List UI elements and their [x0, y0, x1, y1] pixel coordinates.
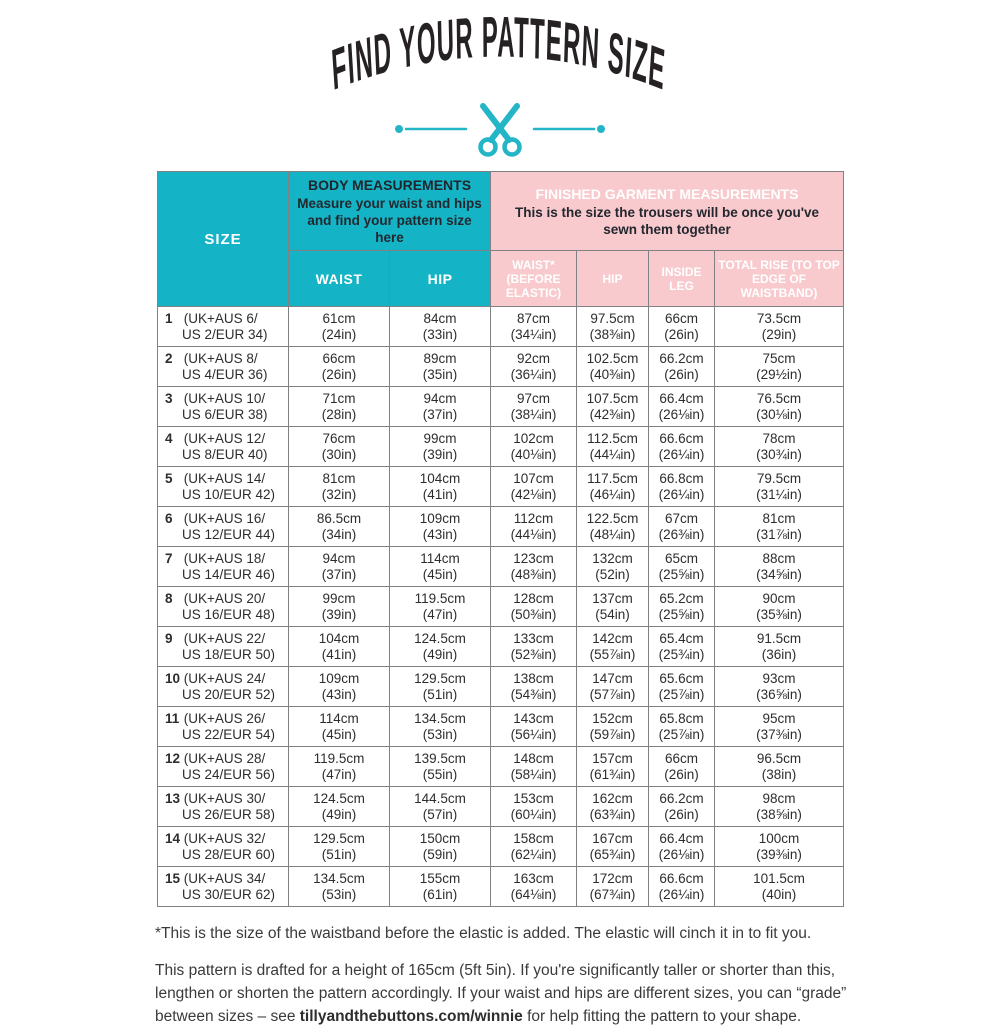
table-row: [158, 707, 844, 747]
column-header-garment-hip: HIP: [577, 251, 649, 307]
group-header-body-measurements: [289, 172, 491, 251]
divider-dot-left: [395, 125, 403, 133]
cell-garment-hip: 167cm (65¾in): [577, 827, 649, 867]
size-number: 9: [165, 630, 173, 646]
cell-garment-hip: 97.5cm (38⅜in): [577, 307, 649, 347]
page-title: [0, 8, 1000, 103]
table-row: [158, 827, 844, 867]
size-label-cell: [158, 387, 289, 427]
size-number: 3: [165, 390, 173, 406]
notes-section: [155, 923, 895, 1028]
cell-body-waist: 86.5cm (34in): [289, 507, 390, 547]
cell-garment-waist: 148cm (58¼in): [491, 747, 577, 787]
cell-body-waist: 124.5cm (49in): [289, 787, 390, 827]
cell-garment-waist: 153cm (60¼in): [491, 787, 577, 827]
table-row: [158, 667, 844, 707]
cell-garment-waist: 123cm (48⅜in): [491, 547, 577, 587]
cell-body-hip: 109cm (43in): [390, 507, 491, 547]
column-header-garment-waist: WAIST* (BEFORE ELASTIC): [491, 251, 577, 307]
cell-total-rise: 93cm (36⅝in): [715, 667, 844, 707]
size-label-cell: [158, 587, 289, 627]
fitting-note: [155, 959, 895, 1028]
cell-total-rise: 88cm (34⅝in): [715, 547, 844, 587]
table-row: [158, 507, 844, 547]
table-row: [158, 307, 844, 347]
cell-garment-waist: 107cm (42⅛in): [491, 467, 577, 507]
cell-garment-hip: 112.5cm (44¼in): [577, 427, 649, 467]
size-intl-line1: (UK+AUS 10/: [183, 390, 266, 406]
cell-body-hip: 119.5cm (47in): [390, 587, 491, 627]
cell-inside-leg: 66.2cm (26in): [649, 787, 715, 827]
cell-body-hip: 144.5cm (57in): [390, 787, 491, 827]
cell-body-hip: 155cm (61in): [390, 867, 491, 907]
size-intl-line1: (UK+AUS 28/: [183, 750, 266, 766]
cell-body-waist: 109cm (43in): [289, 667, 390, 707]
size-label-cell: [158, 867, 289, 907]
size-label-cell: [158, 747, 289, 787]
pattern-size-sheet: [0, 8, 1000, 1025]
column-header-size: SIZE: [158, 172, 289, 307]
cell-total-rise: 95cm (37⅜in): [715, 707, 844, 747]
size-intl-line2: US 6/EUR 38): [182, 406, 268, 422]
cell-garment-hip: 102.5cm (40⅜in): [577, 347, 649, 387]
size-intl-line2: US 2/EUR 34): [182, 326, 268, 342]
scissors-divider: [392, 103, 608, 157]
waistband-footnote: *This is the size of the waistband before the elastic is added. The elastic will cinch it in to fit you.: [155, 925, 812, 942]
size-intl-line1: (UK+AUS 6/: [183, 310, 258, 326]
cell-body-hip: 114cm (45in): [390, 547, 491, 587]
column-header-body-waist: WAIST: [289, 251, 390, 307]
table-row: [158, 347, 844, 387]
size-number: 4: [165, 430, 173, 446]
size-intl-line2: US 20/EUR 52): [182, 686, 276, 702]
body-measurements-subtitle: Measure your waist and hips and find your pattern size here: [297, 196, 482, 245]
cell-garment-hip: 122.5cm (48¼in): [577, 507, 649, 547]
table-row: [158, 427, 844, 467]
cell-body-hip: 89cm (35in): [390, 347, 491, 387]
cell-garment-waist: 112cm (44⅛in): [491, 507, 577, 547]
finished-garment-subtitle: This is the size the trousers will be once you've sewn them together: [514, 204, 820, 237]
size-intl-line2: US 18/EUR 50): [182, 646, 276, 662]
size-intl-line2: US 12/EUR 44): [182, 526, 276, 542]
body-measurements-title: BODY MEASUREMENTS: [307, 177, 472, 193]
cell-body-waist: 71cm (28in): [289, 387, 390, 427]
size-number: 2: [165, 350, 173, 366]
cell-body-waist: 94cm (37in): [289, 547, 390, 587]
cell-body-waist: 76cm (30in): [289, 427, 390, 467]
cell-body-hip: 150cm (59in): [390, 827, 491, 867]
size-label-cell: [158, 627, 289, 667]
cell-garment-waist: 143cm (56¼in): [491, 707, 577, 747]
size-intl-line1: (UK+AUS 12/: [183, 430, 266, 446]
size-table-body: [158, 307, 844, 907]
cell-body-waist: 134.5cm (53in): [289, 867, 390, 907]
cell-body-hip: 94cm (37in): [390, 387, 491, 427]
cell-inside-leg: 66.2cm (26in): [649, 347, 715, 387]
size-intl-line2: US 10/EUR 42): [182, 486, 276, 502]
cell-total-rise: 100cm (39⅜in): [715, 827, 844, 867]
size-label-cell: [158, 667, 289, 707]
size-label-cell: [158, 347, 289, 387]
size-intl-line2: US 16/EUR 48): [182, 606, 276, 622]
fitting-note-post: for help fitting the pattern to your shape.: [522, 1008, 802, 1025]
cell-inside-leg: 65.6cm (25⅞in): [649, 667, 715, 707]
cell-body-waist: 66cm (26in): [289, 347, 390, 387]
cell-body-waist: 129.5cm (51in): [289, 827, 390, 867]
cell-total-rise: 98cm (38⅝in): [715, 787, 844, 827]
cell-garment-waist: 92cm (36¼in): [491, 347, 577, 387]
table-row: [158, 867, 844, 907]
cell-inside-leg: 65.8cm (25⅞in): [649, 707, 715, 747]
column-header-inside-leg: INSIDE LEG: [649, 251, 715, 307]
cell-garment-waist: 87cm (34¼in): [491, 307, 577, 347]
size-label-cell: [158, 547, 289, 587]
cell-garment-hip: 142cm (55⅞in): [577, 627, 649, 667]
website-link: tillyandthebuttons.com/winnie: [299, 1008, 523, 1025]
cell-total-rise: 90cm (35⅜in): [715, 587, 844, 627]
cell-body-waist: 81cm (32in): [289, 467, 390, 507]
cell-garment-hip: 132cm (52in): [577, 547, 649, 587]
cell-body-waist: 104cm (41in): [289, 627, 390, 667]
cell-body-hip: 124.5cm (49in): [390, 627, 491, 667]
fitting-note-pre: This pattern is drafted for a height of 165cm (5ft 5in). If you're significantly taller or shorter than this, lengthen or shorten the pattern accordingly. If your waist and hips are different sizes, you can “grade” between sizes – see: [155, 962, 847, 1025]
size-intl-line2: US 28/EUR 60): [182, 846, 276, 862]
size-number: 1: [165, 310, 173, 326]
table-row: [158, 587, 844, 627]
cell-garment-hip: 157cm (61¾in): [577, 747, 649, 787]
table-row: [158, 547, 844, 587]
cell-garment-hip: 152cm (59⅞in): [577, 707, 649, 747]
cell-garment-hip: 147cm (57⅞in): [577, 667, 649, 707]
table-row: [158, 747, 844, 787]
column-header-total-rise: TOTAL RISE (TO TOP EDGE OF WAISTBAND): [715, 251, 844, 307]
size-number: 10: [165, 670, 181, 686]
size-number: 11: [165, 710, 180, 726]
size-intl-line1: (UK+AUS 24/: [183, 670, 266, 686]
cell-body-waist: 119.5cm (47in): [289, 747, 390, 787]
size-intl-line2: US 22/EUR 54): [182, 726, 276, 742]
cell-body-hip: 134.5cm (53in): [390, 707, 491, 747]
size-intl-line1: (UK+AUS 32/: [183, 830, 266, 846]
cell-total-rise: 78cm (30¾in): [715, 427, 844, 467]
cell-total-rise: 96.5cm (38in): [715, 747, 844, 787]
cell-inside-leg: 66.8cm (26¼in): [649, 467, 715, 507]
cell-total-rise: 101.5cm (40in): [715, 867, 844, 907]
size-table: [157, 171, 844, 907]
cell-total-rise: 81cm (31⅞in): [715, 507, 844, 547]
size-label-cell: [158, 307, 289, 347]
cell-inside-leg: 66.4cm (26⅛in): [649, 387, 715, 427]
size-intl-line2: US 4/EUR 36): [182, 366, 268, 382]
cell-garment-hip: 137cm (54in): [577, 587, 649, 627]
cell-body-waist: 99cm (39in): [289, 587, 390, 627]
cell-body-hip: 104cm (41in): [390, 467, 491, 507]
cell-garment-waist: 102cm (40⅛in): [491, 427, 577, 467]
cell-garment-waist: 133cm (52⅜in): [491, 627, 577, 667]
size-intl-line1: (UK+AUS 20/: [183, 590, 266, 606]
cell-body-waist: 61cm (24in): [289, 307, 390, 347]
size-intl-line1: (UK+AUS 18/: [183, 550, 266, 566]
cell-total-rise: 73.5cm (29in): [715, 307, 844, 347]
size-number: 8: [165, 590, 173, 606]
page-title-text: FIND YOUR PATTERN SIZE: [329, 8, 668, 103]
cell-inside-leg: 65.2cm (25⅝in): [649, 587, 715, 627]
cell-garment-hip: 172cm (67¾in): [577, 867, 649, 907]
cell-garment-waist: 138cm (54⅜in): [491, 667, 577, 707]
cell-inside-leg: 67cm (26⅜in): [649, 507, 715, 547]
size-number: 14: [165, 830, 181, 846]
size-intl-line1: (UK+AUS 22/: [183, 630, 266, 646]
scissors-icon: [481, 106, 520, 155]
cell-garment-hip: 107.5cm (42⅜in): [577, 387, 649, 427]
cell-inside-leg: 66cm (26in): [649, 747, 715, 787]
finished-garment-title: FINISHED GARMENT MEASUREMENTS: [535, 185, 799, 202]
size-number: 7: [165, 550, 173, 566]
divider-dot-right: [597, 125, 605, 133]
size-label-cell: [158, 787, 289, 827]
cell-total-rise: 75cm (29½in): [715, 347, 844, 387]
cell-inside-leg: 66.6cm (26¼in): [649, 867, 715, 907]
cell-body-hip: 84cm (33in): [390, 307, 491, 347]
cell-garment-waist: 128cm (50⅜in): [491, 587, 577, 627]
size-intl-line2: US 8/EUR 40): [182, 446, 268, 462]
cell-inside-leg: 66.6cm (26¼in): [649, 427, 715, 467]
cell-total-rise: 76.5cm (30⅛in): [715, 387, 844, 427]
size-label-cell: [158, 467, 289, 507]
size-intl-line2: US 30/EUR 62): [182, 886, 276, 902]
cell-inside-leg: 66cm (26in): [649, 307, 715, 347]
cell-inside-leg: 65.4cm (25¾in): [649, 627, 715, 667]
column-header-body-hip: HIP: [390, 251, 491, 307]
cell-garment-waist: 163cm (64⅛in): [491, 867, 577, 907]
cell-body-waist: 114cm (45in): [289, 707, 390, 747]
size-intl-line1: (UK+AUS 14/: [183, 470, 266, 486]
size-intl-line1: (UK+AUS 8/: [183, 350, 258, 366]
table-row: [158, 387, 844, 427]
size-number: 5: [165, 470, 173, 486]
cell-garment-hip: 162cm (63¾in): [577, 787, 649, 827]
size-intl-line1: (UK+AUS 16/: [183, 510, 266, 526]
table-row: [158, 467, 844, 507]
table-row: [158, 787, 844, 827]
cell-body-hip: 139.5cm (55in): [390, 747, 491, 787]
cell-body-hip: 99cm (39in): [390, 427, 491, 467]
size-label-cell: [158, 827, 289, 867]
size-intl-line2: US 26/EUR 58): [182, 806, 276, 822]
size-label-cell: [158, 507, 289, 547]
cell-total-rise: 91.5cm (36in): [715, 627, 844, 667]
size-number: 13: [165, 790, 181, 806]
size-intl-line2: US 24/EUR 56): [182, 766, 276, 782]
size-number: 15: [165, 870, 181, 886]
cell-body-hip: 129.5cm (51in): [390, 667, 491, 707]
table-row: [158, 627, 844, 667]
size-label-cell: [158, 427, 289, 467]
size-number: 12: [165, 750, 181, 766]
cell-garment-waist: 97cm (38¼in): [491, 387, 577, 427]
size-intl-line1: (UK+AUS 26/: [183, 710, 266, 726]
cell-inside-leg: 65cm (25⅝in): [649, 547, 715, 587]
svg-text:FIND YOUR PATTERN SIZE: [330, 8, 668, 103]
cell-garment-waist: 158cm (62¼in): [491, 827, 577, 867]
size-label-cell: [158, 707, 289, 747]
size-number: 6: [165, 510, 173, 526]
size-intl-line1: (UK+AUS 34/: [183, 870, 266, 886]
cell-total-rise: 79.5cm (31¼in): [715, 467, 844, 507]
cell-garment-hip: 117.5cm (46¼in): [577, 467, 649, 507]
size-intl-line1: (UK+AUS 30/: [183, 790, 266, 806]
group-header-finished-garment: [491, 172, 844, 251]
cell-inside-leg: 66.4cm (26⅛in): [649, 827, 715, 867]
size-intl-line2: US 14/EUR 46): [182, 566, 276, 582]
